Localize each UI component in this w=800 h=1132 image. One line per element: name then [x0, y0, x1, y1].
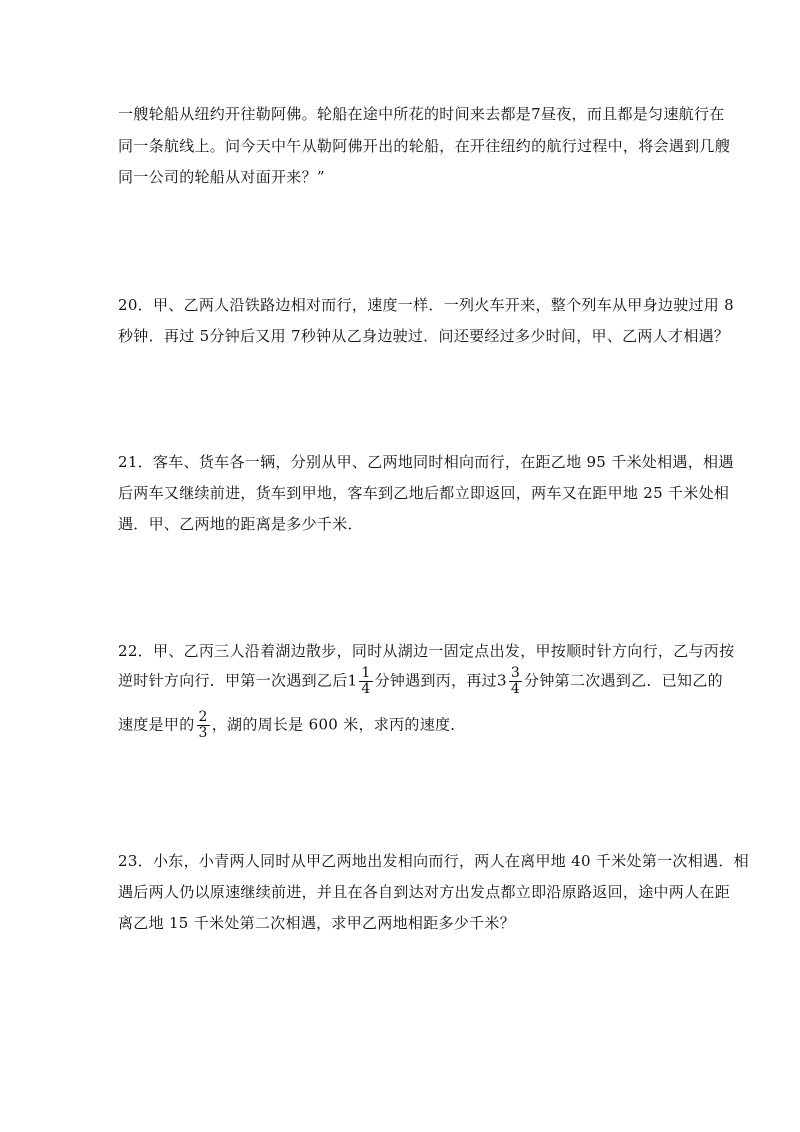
problem-23-line-2: 遇后两人仍以原速继续前进，并且在各自到达对方出发点都立即沿原路返回，途中两人在距 [118, 883, 731, 901]
problem-22-line-3-part-b: ，湖的周长是 600 米，求丙的速度． [211, 715, 466, 734]
problem-23-line-3: 离乙地 15 千米处第二次相遇，求甲乙两地相距多少千米？ [118, 914, 516, 932]
mixed-fraction-1 [359, 666, 372, 697]
problem-21-line-2: 后两车又继续前进，货车到甲地，客车到乙地后都立即返回，两车又在距甲地 25 千米处相 [118, 484, 730, 502]
problem-20-line-2: 秒钟．再过 5分钟后又用 7秒钟从乙身边驶过．问还要经过多少时间，甲、乙两人才相遇？ [118, 327, 730, 345]
problem-22-line-2 [118, 666, 723, 697]
problem-19-line-3: 同一公司的轮船从对面开来？” [118, 168, 325, 186]
fraction-3 [197, 710, 210, 741]
fraction-2-numerator: 3 [510, 665, 521, 681]
problem-19-line-1: 一艘轮船从纽约开往勒阿佛。轮船在途中所花的时间来去都是7昼夜，而且都是匀速航行在 [118, 105, 725, 123]
mixed-fraction-2-whole: 3 [496, 671, 507, 690]
fraction-1-numerator: 1 [361, 665, 371, 681]
mixed-fraction-2 [509, 666, 522, 697]
problem-22-line-2-part-c: 分钟第二次遇到乙．已知乙的 [524, 671, 723, 690]
problem-22-line-1: 22．甲、乙丙三人沿着湖边散步，同时从湖边一固定点出发，甲按顺时针方向行，乙与丙按 [118, 642, 735, 660]
fraction-2-denominator: 4 [510, 681, 521, 697]
fraction-1-denominator: 4 [361, 681, 371, 697]
problem-21-line-3: 遇．甲、乙两地的距离是多少千米． [118, 515, 363, 533]
problem-19-line-2: 同一条航线上。问今天中午从勒阿佛开出的轮船，在开往纽约的航行过程中，将会遇到几艘 [118, 137, 731, 155]
problem-22-line-3 [118, 710, 466, 741]
problem-23-line-1: 23．小东，小青两人同时从甲乙两地出发相向而行，两人在离甲地 40 千米处第一次相遇．相 [118, 852, 749, 870]
fraction-3-denominator: 3 [198, 725, 208, 741]
problem-22-line-3-part-a: 速度是甲的 [118, 715, 195, 734]
problem-22-line-2-part-b: 分钟遇到丙，再过 [374, 671, 497, 690]
problem-20-line-1: 20．甲、乙两人沿铁路边相对而行，速度一样．一列火车开来，整个列车从甲身边驶过用 8 [118, 296, 735, 314]
fraction-3-numerator: 2 [198, 709, 208, 725]
problem-21-line-1: 21．客车、货车各一辆，分别从甲、乙两地同时相向而行，在距乙地 95 千米处相遇，相遇 [118, 453, 734, 471]
mixed-fraction-1-whole: 1 [347, 671, 358, 690]
problem-22-line-2-part-a: 逆时针方向行．甲第一次遇到乙后 [118, 671, 348, 690]
